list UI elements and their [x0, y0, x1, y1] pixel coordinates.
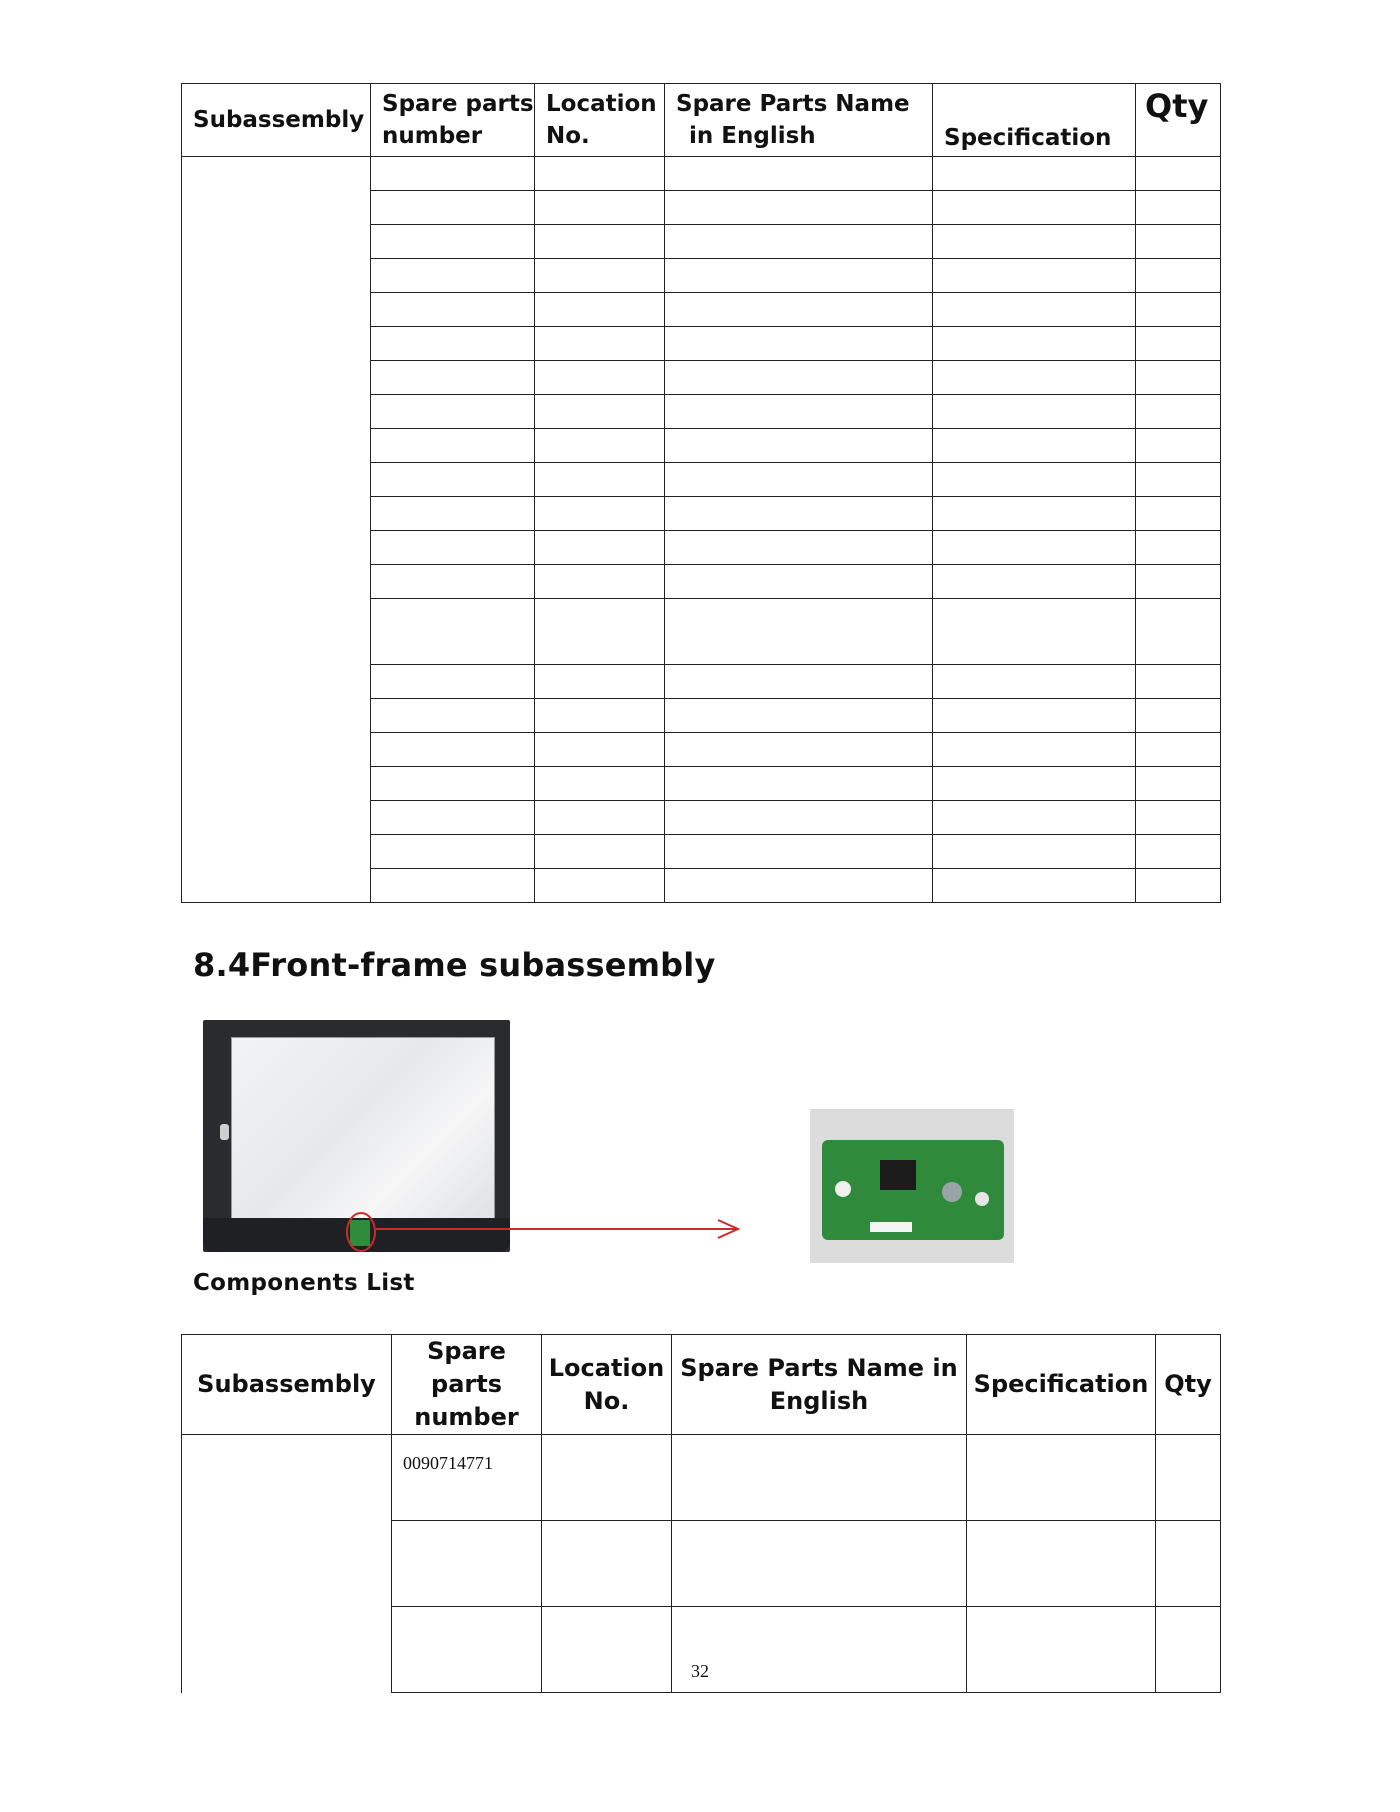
header-qty: Qty [1156, 1335, 1221, 1435]
header-subassembly: Subassembly [182, 1335, 392, 1435]
header-subassembly: Subassembly [182, 84, 371, 157]
section-heading: 8.4Front-frame subassembly [193, 946, 716, 984]
board-hole [975, 1192, 989, 1206]
header-specification: Specification [933, 84, 1136, 157]
header-spare-parts-name: Spare Parts Name in English [672, 1335, 967, 1435]
header-spare-parts-number: Spare parts number [392, 1335, 542, 1435]
components-list-caption: Components List [193, 1270, 415, 1296]
header-location-no: Location No. [542, 1335, 672, 1435]
spare-parts-table-2 [181, 1334, 1221, 1693]
header-location-no: Location No. [535, 84, 665, 157]
subassembly-cell [182, 1435, 392, 1693]
board-connector [870, 1222, 912, 1232]
board-capacitor [942, 1182, 962, 1202]
header-spare-parts-name: Spare Parts Name in English [665, 84, 933, 157]
page-number: 32 [691, 1661, 709, 1681]
header-qty: Qty [1136, 84, 1221, 157]
header-spare-parts-number: Spare parts number [371, 84, 535, 157]
table-header-row [182, 1335, 1221, 1435]
header-specification: Specification [967, 1335, 1156, 1435]
board-sensor [880, 1160, 916, 1190]
spare-parts-number-cell [392, 1521, 542, 1607]
board-led [835, 1181, 851, 1197]
spare-parts-number-cell: 0090714771 [392, 1435, 542, 1521]
table-row [182, 1435, 1221, 1521]
